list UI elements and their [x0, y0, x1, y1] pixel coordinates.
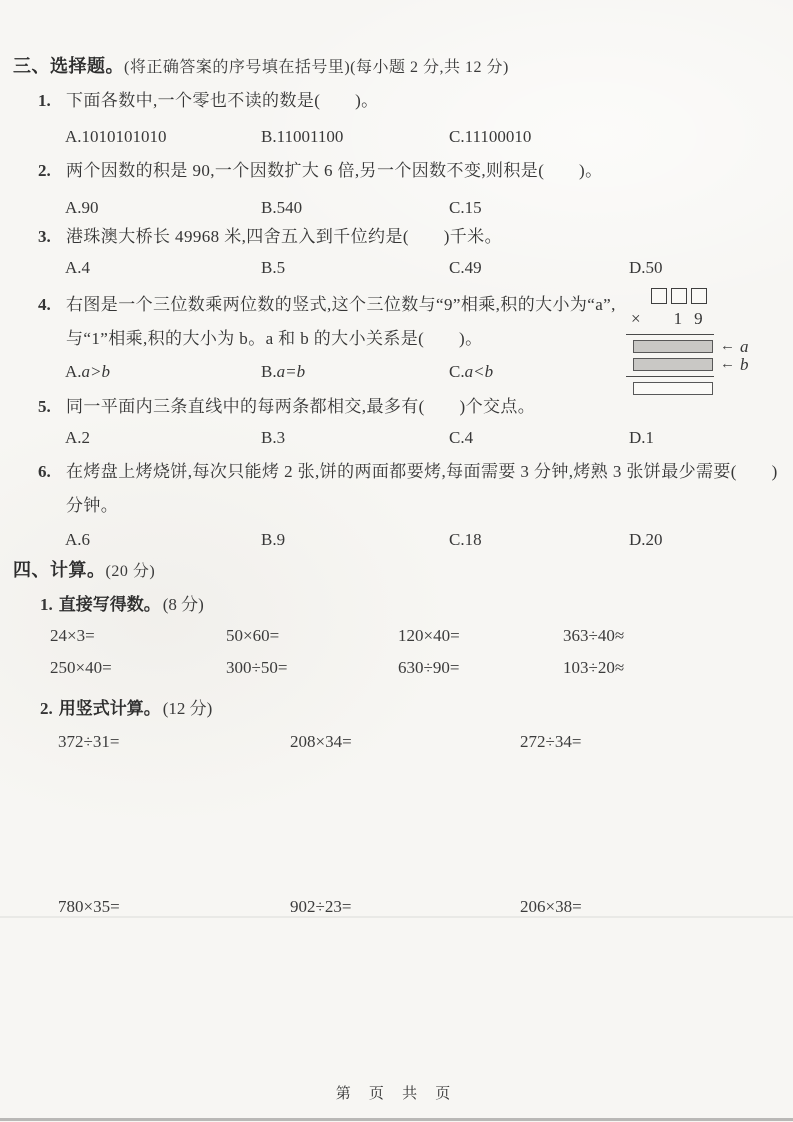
question-6	[38, 455, 790, 523]
question-1	[38, 84, 738, 118]
question-4-text: 右图是一个三位数乘两位数的竖式,这个三位数与“9”相乘,积的大小为“a”,与“1”相乘,积的大小为 b。a 和 b 的大小关系是( )。	[66, 295, 616, 348]
option-b: B.540	[261, 198, 303, 217]
option-letter: B.	[261, 362, 277, 381]
label-b: b	[740, 354, 749, 374]
option-b: B.5	[261, 258, 286, 277]
calc-expression: 780×35=	[58, 897, 120, 916]
scan-fold-line	[0, 916, 793, 918]
multiplication-diagram	[624, 288, 784, 395]
times-sign: ×	[631, 309, 641, 328]
vertical-calc-row-1	[58, 732, 785, 752]
option-c: C.15	[449, 198, 482, 217]
question-5-number: 5.	[38, 397, 51, 416]
section4-subtitle: (20 分)	[105, 563, 156, 580]
digit-box	[651, 288, 667, 304]
option-expression: a=b	[276, 362, 306, 381]
question-1-text: 下面各数中,一个零也不读的数是( )。	[66, 91, 379, 110]
rule-line	[626, 376, 714, 377]
option-d: D.20	[629, 530, 663, 549]
section3-subtitle: (将正确答案的序号填在括号里)(每小题 2 分,共 12 分)	[124, 59, 509, 76]
option-d: D.50	[629, 258, 663, 277]
calc-expression: 902÷23=	[290, 897, 352, 916]
part1-number: 1.	[40, 595, 53, 614]
question-2	[38, 154, 768, 188]
calc-expression: 272÷34=	[520, 732, 582, 751]
calc-expression: 206×38=	[520, 897, 582, 916]
calc-expression: 630÷90=	[398, 658, 460, 677]
option-b: B.3	[261, 428, 286, 447]
calc-expression: 250×40=	[50, 658, 112, 677]
option-letter: A.	[65, 362, 82, 381]
option-c: C.4	[449, 428, 474, 447]
question-6-options	[65, 530, 785, 550]
part2-title: 用竖式计算。	[58, 699, 161, 718]
section4-header	[13, 556, 155, 582]
rule-line	[626, 334, 714, 335]
part2-score: (12 分)	[162, 699, 213, 718]
calc-expression: 24×3=	[50, 626, 95, 645]
part1-header	[40, 590, 204, 615]
question-2-options	[65, 198, 785, 218]
option-a: A.2	[65, 428, 91, 447]
part2-number: 2.	[40, 699, 53, 718]
option-expression: a>b	[81, 362, 111, 381]
option-a: A.1010101010	[65, 127, 167, 146]
calc-row-2	[50, 658, 785, 678]
option-c: C.49	[449, 258, 482, 277]
scan-bottom-edge	[0, 1118, 793, 1121]
calc-expression: 50×60=	[226, 626, 280, 645]
partial-product-a-bar	[633, 340, 713, 353]
option-a: A.90	[65, 198, 99, 217]
calc-expression: 300÷50=	[226, 658, 288, 677]
option-a: A.6	[65, 530, 91, 549]
calc-expression: 120×40=	[398, 626, 460, 645]
partial-product-a-row	[624, 336, 784, 356]
left-arrow-icon: ←	[720, 338, 735, 354]
multiplier-row	[624, 309, 784, 329]
question-1-options	[65, 127, 785, 147]
part1-score: (8 分)	[162, 595, 204, 614]
option-c: C.11100010	[449, 127, 532, 146]
option-expression: a<b	[464, 362, 494, 381]
option-letter: C.	[449, 362, 465, 381]
option-a: A.4	[65, 258, 91, 277]
calc-expression: 363÷40≈	[563, 626, 625, 645]
label-a: a	[740, 336, 749, 356]
digit-box	[671, 288, 687, 304]
partial-product-b-bar	[633, 358, 713, 371]
calc-expression: 372÷31=	[58, 732, 120, 751]
option-d: D.1	[629, 428, 655, 447]
question-2-text: 两个因数的积是 90,一个因数扩大 6 倍,另一个因数不变,则积是( )。	[66, 161, 603, 180]
option-b: B.9	[261, 530, 286, 549]
option-a	[65, 362, 261, 382]
multiplier-digit-1: 1	[673, 309, 683, 328]
question-5-options	[65, 428, 785, 448]
calc-expression: 208×34=	[290, 732, 352, 751]
question-3	[38, 220, 738, 254]
option-c: C.18	[449, 530, 482, 549]
question-5-text: 同一平面内三条直线中的每两条都相交,最多有( )个交点。	[66, 397, 536, 416]
section3-header	[13, 52, 509, 78]
option-c	[449, 362, 629, 382]
question-3-options	[65, 258, 785, 278]
question-5	[38, 390, 738, 424]
multiplier-digit-9: 9	[694, 309, 703, 328]
question-4-number: 4.	[38, 295, 51, 314]
question-4	[38, 288, 638, 356]
option-b	[261, 362, 449, 382]
section4-title: 四、计算。	[13, 560, 106, 580]
calc-expression: 103÷20≈	[563, 658, 625, 677]
part1-title: 直接写得数。	[58, 595, 161, 614]
partial-product-b-row	[624, 354, 784, 374]
option-b: B.11001100	[261, 127, 344, 146]
question-3-text: 港珠澳大桥长 49968 米,四舍五入到千位约是( )千米。	[66, 227, 502, 246]
part2-header	[40, 694, 212, 719]
left-arrow-icon: ←	[720, 356, 735, 372]
section3-title: 三、选择题。	[13, 56, 124, 76]
question-2-number: 2.	[38, 161, 51, 180]
calc-row-1	[50, 626, 785, 646]
vertical-calc-row-2	[58, 897, 785, 917]
question-1-number: 1.	[38, 91, 51, 110]
question-6-text: 在烤盘上烤烧饼,每次只能烤 2 张,饼的两面都要烤,每面需要 3 分钟,烤熟 3 张饼最少需要( )分钟。	[66, 462, 778, 515]
digit-box	[691, 288, 707, 304]
page-footer: 第 页 共 页	[335, 1085, 458, 1102]
question-3-number: 3.	[38, 227, 51, 246]
digit-boxes	[651, 288, 784, 304]
question-6-number: 6.	[38, 462, 51, 481]
